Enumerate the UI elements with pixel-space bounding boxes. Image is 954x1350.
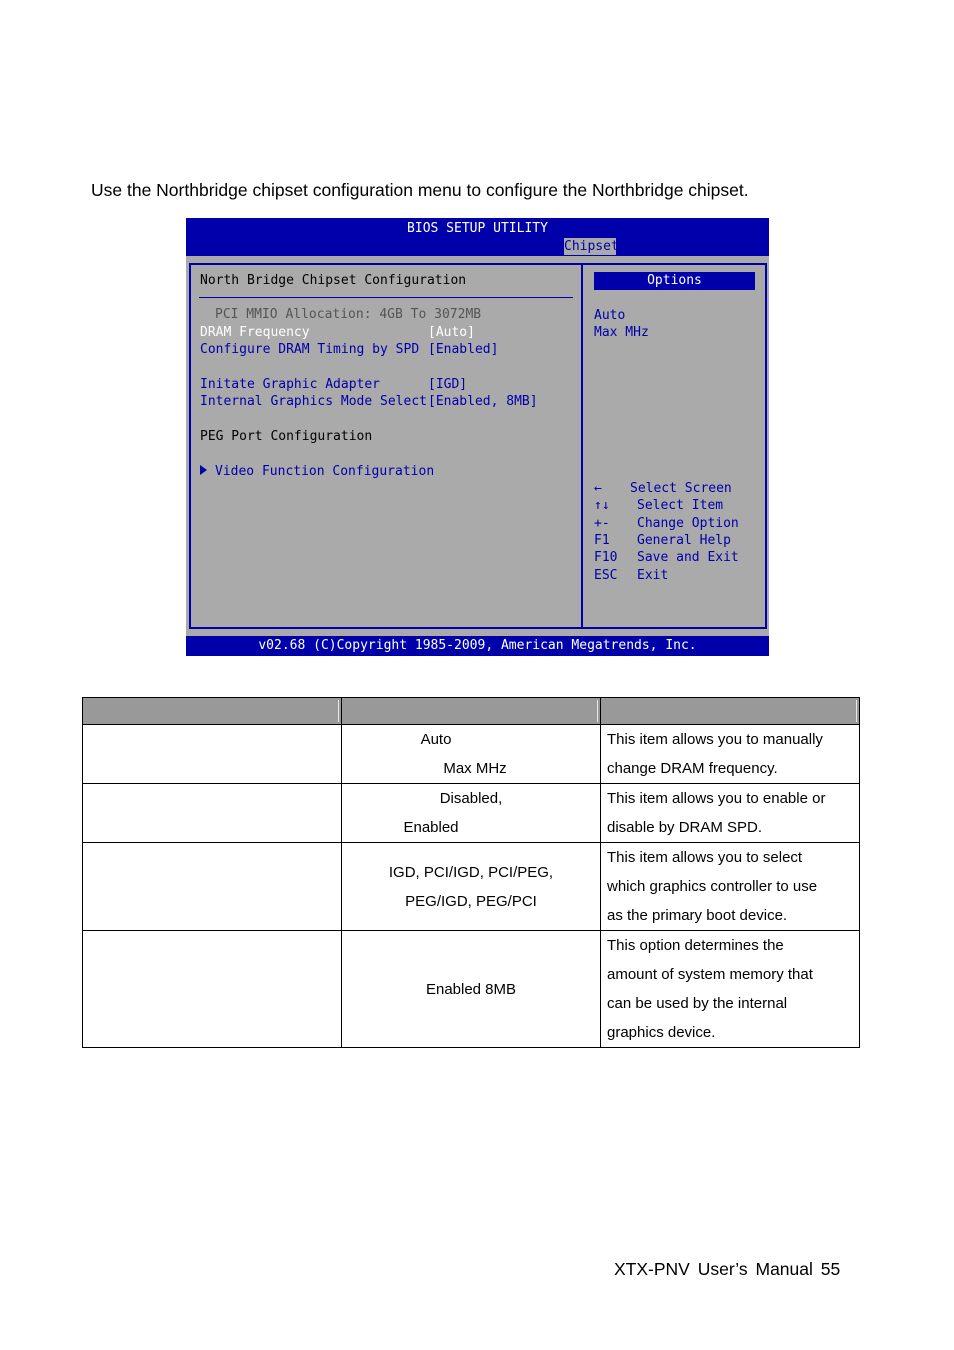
table-cell-description: This option determines the amount of system memory that can be used by the internal graphics device.	[601, 931, 860, 1048]
table-cell-item	[83, 843, 342, 931]
table-header-cell	[342, 698, 601, 725]
options-table	[82, 697, 860, 1048]
peg-port-label: PEG Port Configuration	[200, 429, 373, 444]
help-key-updown: ↑↓	[594, 498, 610, 513]
submenu-video-function[interactable]: Video Function Configuration	[215, 464, 435, 479]
item-graphics-mode-label[interactable]: Internal Graphics Mode Select	[200, 394, 427, 409]
section-divider	[199, 297, 573, 298]
help-key-esc: ESC	[594, 568, 618, 583]
bios-title: BIOS SETUP UTILITY	[407, 221, 548, 236]
item-dram-timing-label[interactable]: Configure DRAM Timing by SPD	[200, 342, 420, 357]
table-cell-options: Disabled, Enabled	[342, 784, 601, 843]
table-header-cell	[601, 698, 860, 725]
item-graphics-mode-value[interactable]: [Enabled, 8MB]	[428, 394, 538, 409]
table-row	[83, 784, 860, 843]
help-key-left: ←	[594, 481, 602, 496]
section-title: North Bridge Chipset Configuration	[200, 273, 467, 288]
table-cell-description: This item allows you to enable or disable by DRAM SPD.	[601, 784, 860, 843]
bios-panel-divider	[581, 263, 583, 629]
help-general-help: General Help	[637, 533, 731, 548]
help-select-item: Select Item	[637, 498, 724, 513]
option-max-mhz[interactable]: Max MHz	[594, 325, 649, 340]
item-graphic-adapter-value[interactable]: [IGD]	[428, 377, 468, 392]
table-row	[83, 843, 860, 931]
table-header-row	[83, 698, 860, 725]
help-key-plusminus: +-	[594, 516, 610, 531]
tab-chipset[interactable]: Chipset	[564, 239, 619, 254]
bios-header-bar	[186, 218, 769, 256]
mmio-info: PCI MMIO Allocation: 4GB To 3072MB	[215, 307, 482, 322]
bios-screenshot	[186, 218, 769, 656]
page-footer: XTX-PNV User’s Manual 55	[614, 1259, 841, 1279]
help-select-screen: Select Screen	[630, 481, 732, 496]
bios-copyright: v02.68 (C)Copyright 1985-2009, American Megatrends, Inc.	[186, 636, 769, 656]
option-auto[interactable]: Auto	[594, 308, 626, 323]
help-exit: Exit	[637, 568, 669, 583]
table-header-cell	[83, 698, 342, 725]
help-change-option: Change Option	[637, 516, 739, 531]
table-cell-item	[83, 725, 342, 784]
help-key-f10: F10	[594, 550, 618, 565]
options-header: Options	[594, 272, 755, 290]
table-cell-options: IGD, PCI/IGD, PCI/PEG, PEG/IGD, PEG/PCI	[342, 843, 601, 931]
item-dram-frequency-label[interactable]: DRAM Frequency	[200, 325, 310, 340]
help-save-exit: Save and Exit	[637, 550, 739, 565]
table-cell-description: This item allows you to manually change DRAM frequency.	[601, 725, 860, 784]
intro-text: Use the Northbridge chipset configuration menu to configure the Northbridge chipset.	[91, 180, 749, 200]
submenu-arrow-icon	[200, 465, 207, 475]
item-dram-timing-value[interactable]: [Enabled]	[428, 342, 499, 357]
item-dram-frequency-value[interactable]: [Auto]	[428, 325, 475, 340]
table-row	[83, 931, 860, 1048]
table-row	[83, 725, 860, 784]
item-graphic-adapter-label[interactable]: Initate Graphic Adapter	[200, 377, 381, 392]
table-cell-item	[83, 931, 342, 1048]
table-cell-item	[83, 784, 342, 843]
help-key-f1: F1	[594, 533, 610, 548]
table-cell-options: Auto Max MHz	[342, 725, 601, 784]
table-cell-description: This item allows you to select which graphics controller to use as the primary boot device.	[601, 843, 860, 931]
table-cell-options: Enabled 8MB	[342, 931, 601, 1048]
